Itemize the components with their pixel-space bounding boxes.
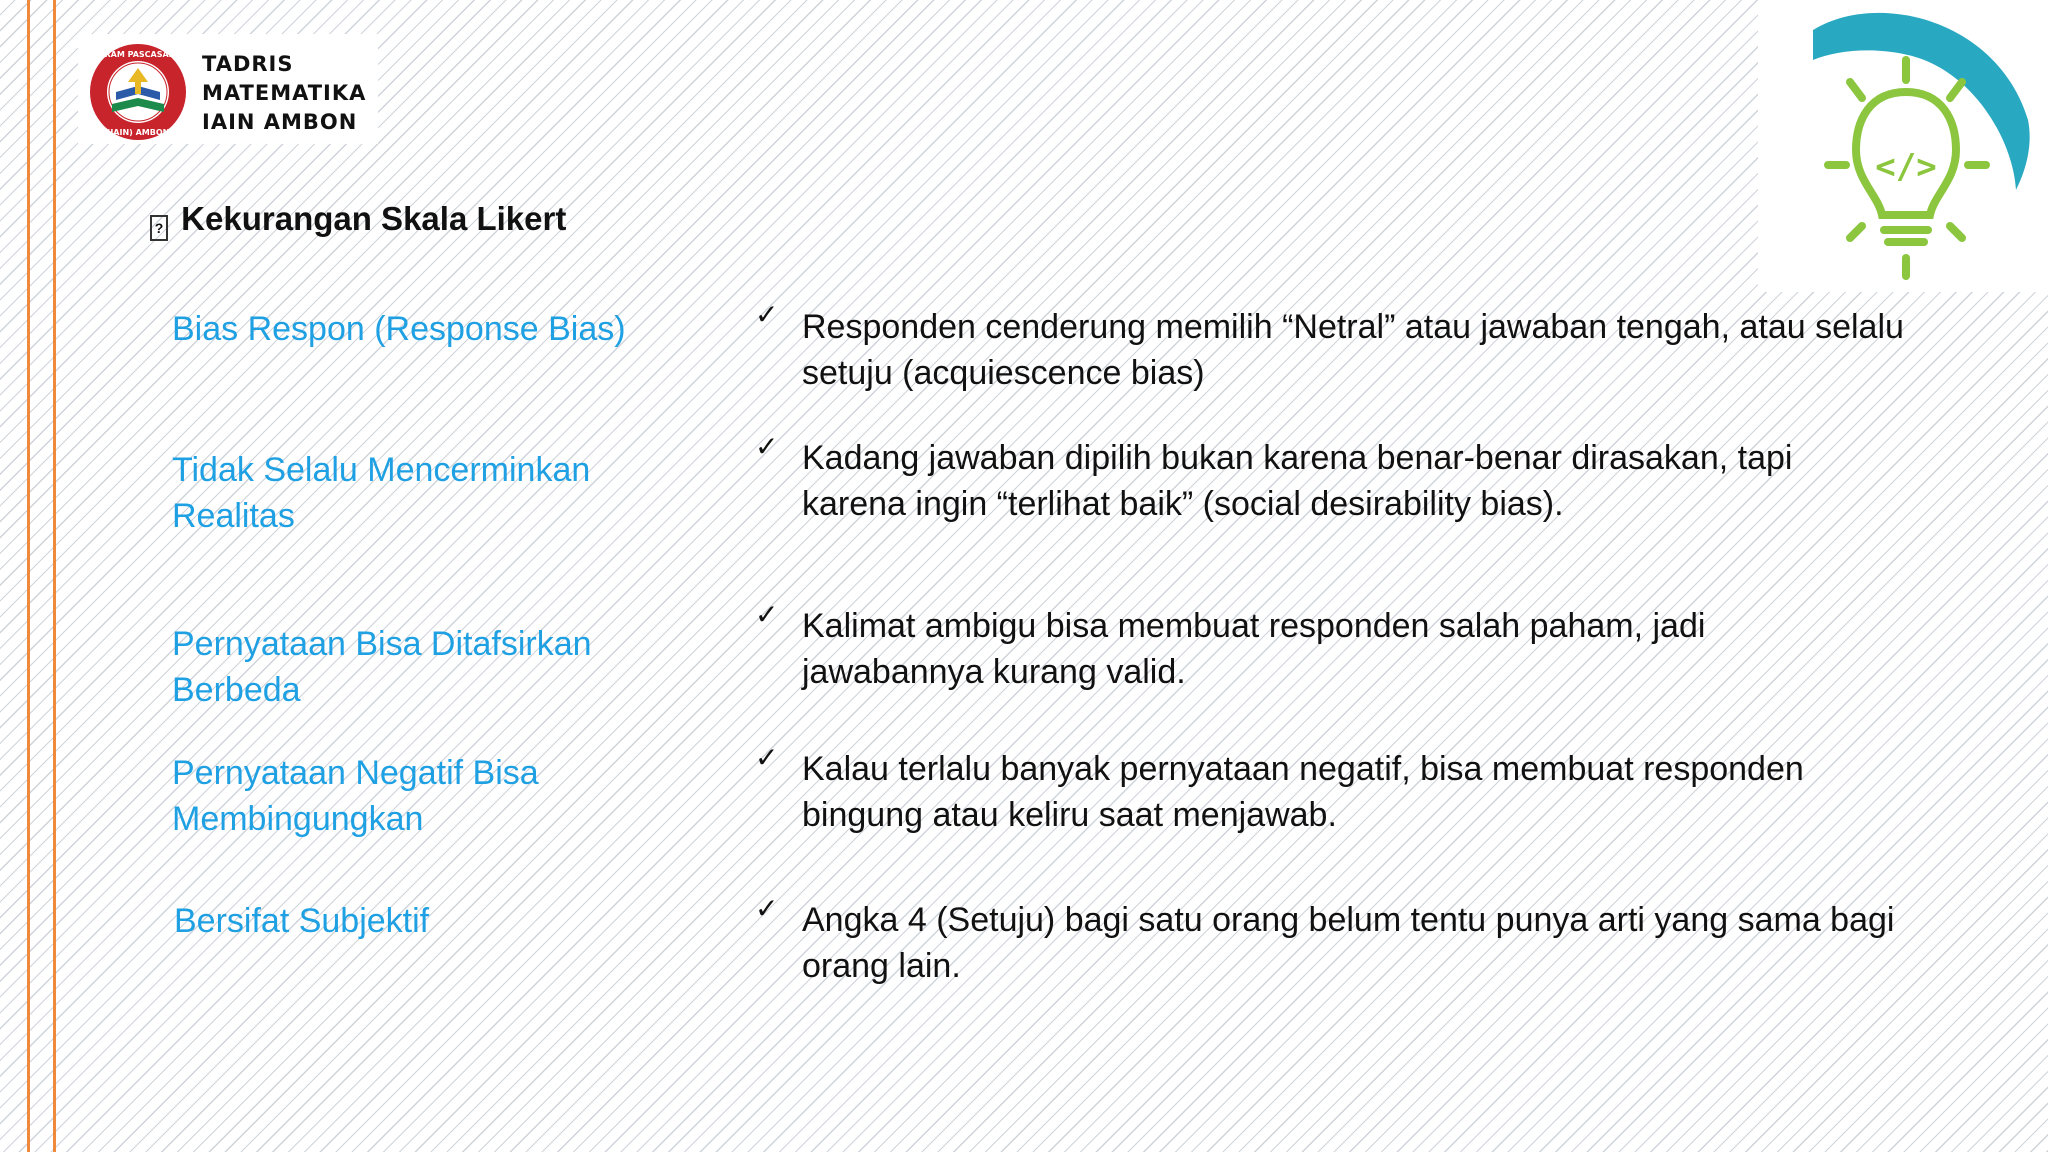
seal-text-bottom: (IAIN) AMBON — [106, 128, 170, 137]
item-label: Bias Respon (Response Bias) — [172, 310, 626, 348]
left-accent-line-outer — [27, 0, 30, 1152]
logo-line-3: IAIN AMBON — [202, 110, 358, 134]
logo-line-1: TADRIS — [202, 52, 294, 76]
item-description: Kalimat ambigu bisa membuat responden salah paham, jadi jawabannya kurang valid. — [802, 607, 1706, 691]
item-label: Tidak Selalu Mencerminkan Realitas — [172, 451, 591, 535]
item-label: Pernyataan Bisa Ditafsirkan Berbeda — [172, 625, 592, 709]
item-label: Pernyataan Negatif Bisa Membingungkan — [172, 754, 539, 838]
logo-text — [202, 50, 366, 137]
lightbulb-illustration — [1758, 0, 2048, 292]
institution-logo — [78, 34, 378, 144]
item-description: Kadang jawaban dipilih bukan karena benar-benar dirasakan, tapi karena ingin “terlihat baik” (social desirability bias). — [802, 439, 1793, 523]
check-icon: ✓ — [755, 892, 779, 925]
seal-text-top: PROGRAM PASCASARJANA — [79, 50, 197, 59]
item-description: Angka 4 (Setuju) bagi satu orang belum tentu punya arti yang sama bagi orang lain. — [802, 901, 1895, 985]
check-icon: ✓ — [755, 741, 779, 774]
left-accent-line-inner — [53, 0, 56, 1152]
check-icon: ✓ — [755, 430, 779, 463]
slide-title — [150, 200, 566, 241]
item-label: Bersifat Subjektif — [174, 902, 430, 940]
lightbulb-code-icon — [1758, 0, 2048, 292]
item-description: Responden cenderung memilih “Netral” atau jawaban tengah, atau selalu setuju (acquiescence bias) — [802, 308, 1904, 392]
check-icon: ✓ — [755, 298, 779, 331]
slide-title-text: Kekurangan Skala Likert — [181, 200, 567, 237]
check-icon: ✓ — [755, 598, 779, 631]
missing-glyph-icon: ? — [150, 215, 168, 241]
item-description: Kalau terlalu banyak pernyataan negatif, bisa membuat responden bingung atau keliru saat menjawab. — [802, 750, 1804, 834]
book-seal-icon — [79, 42, 197, 142]
logo-line-2: MATEMATIKA — [202, 81, 367, 105]
code-glyph: </> — [1875, 147, 1937, 187]
